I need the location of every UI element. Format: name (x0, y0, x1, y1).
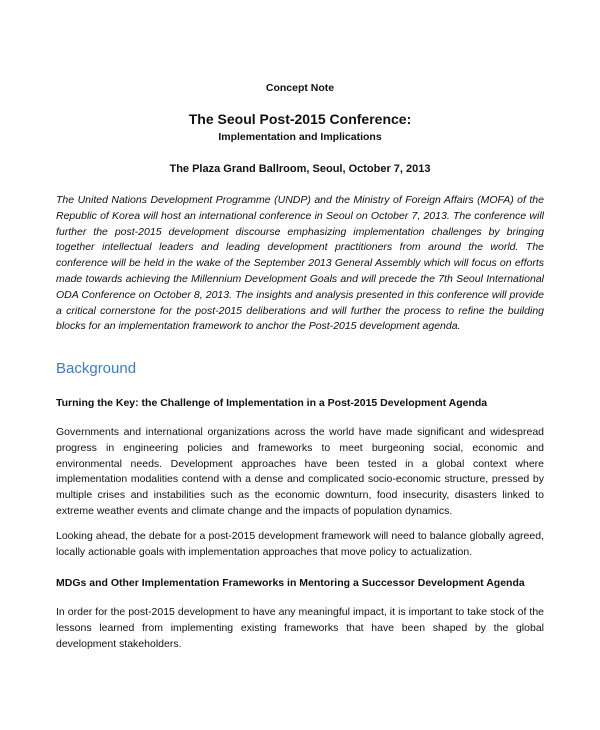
document-subtitle: Implementation and Implications (218, 131, 382, 143)
background-paragraph-2: Looking ahead, the debate for a post-2015 development framework will need to balance globally agreed, locally actionable goals with implementation approaches that move policy to actualization. (56, 530, 544, 558)
background-paragraph-3: In order for the post-2015 development to have any meaningful impact, it is important to take stock of the lessons learned from implementing existing frameworks that have been shaped by the global development stakeholders. (56, 606, 544, 650)
background-paragraph-1: Governments and international organizations across the world have made significant and widespread progress in engineering policies and frameworks to meet burgeoning social, economic and environmental needs. Development approaches have been tested in a global context where implementation modalities contend with a dense and complicated socio-economic structure, pressed by multiple crises and instabilities such as the economic downturn, food insecurity, disasters linked to extreme weather events and climate change and the impacts of population dynamics. (56, 426, 544, 517)
intro-paragraph: The United Nations Development Programme (UNDP) and the Ministry of Foreign Affairs (MOFA) of the Republic of Korea will host an international conference in Seoul on October 7, 2013. The conference will further the post-2015 development discourse emphasizing implementation challenges by bringing together intellectual leaders and leading development practitioners from around the world. The conference will be held in the wake of the September 2013 General Assembly which will focus on efforts made towards achieving the Millennium Development Goals and will precede the 7th Seoul International ODA Conference on October 8, 2013. The insights and analysis presented in this conference will provide a critical cornerstone for the post-2015 deliberations and will further the process to refine the building blocks for an implementation framework to anchor the Post-2015 development agenda. (56, 194, 544, 333)
background-heading: Background (56, 360, 137, 377)
document-label: Concept Note (265, 82, 335, 94)
subheading-turning-the-key: Turning the Key: the Challenge of Implementation in a Post-2015 Development Agenda (56, 397, 488, 409)
subheading-mdgs: MDGs and Other Implementation Frameworks in Mentoring a Successor Development Agenda (56, 577, 525, 589)
venue-line: The Plaza Grand Ballroom, Seoul, October 7, 2013 (169, 163, 431, 175)
document-title: The Seoul Post-2015 Conference: (188, 111, 412, 127)
